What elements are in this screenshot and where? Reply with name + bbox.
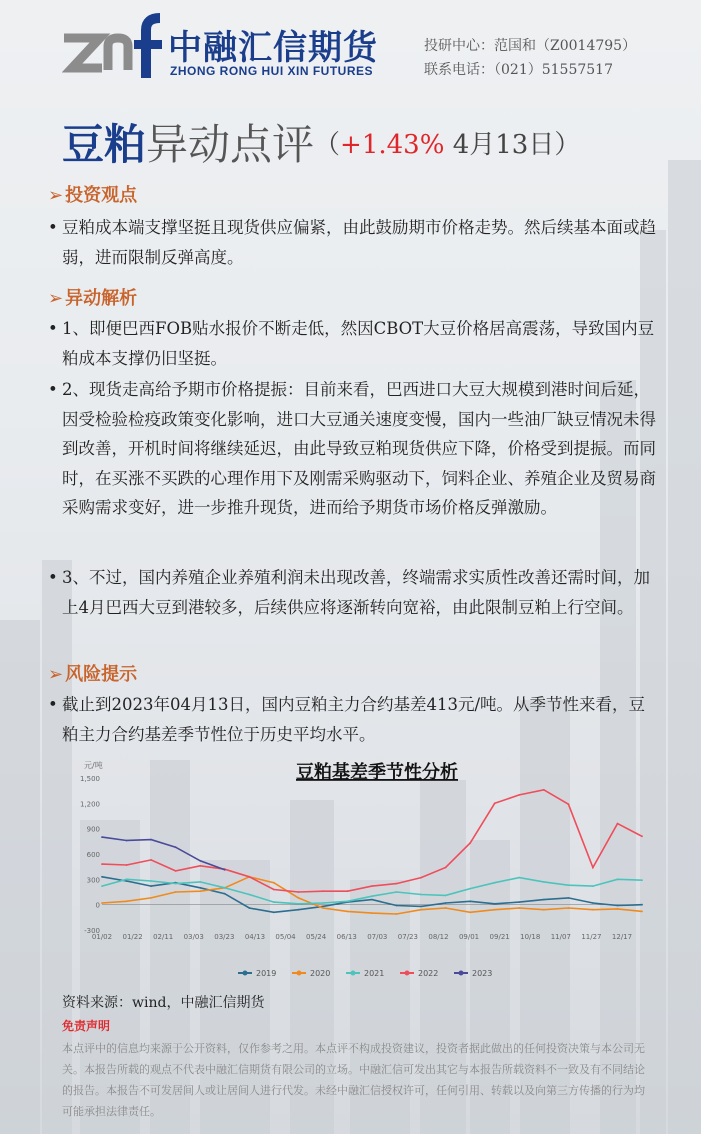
data-point-2021 bbox=[175, 883, 177, 885]
data-point-2022 bbox=[641, 835, 643, 837]
data-point-2022 bbox=[396, 883, 398, 885]
y-tick-label: 600 bbox=[86, 851, 100, 859]
data-point-2020 bbox=[420, 909, 422, 911]
legend-marker-2022 bbox=[405, 971, 410, 976]
data-point-2019 bbox=[396, 905, 398, 907]
data-point-2021 bbox=[248, 894, 250, 896]
data-point-2021 bbox=[568, 884, 570, 886]
logo-english: ZHONG RONG HUI XIN FUTURES bbox=[170, 64, 374, 78]
y-tick-label: 900 bbox=[86, 825, 100, 834]
x-tick-label: 05/04 bbox=[275, 933, 296, 941]
x-tick-label: 03/23 bbox=[214, 933, 235, 941]
y-tick-label: 1,200 bbox=[80, 800, 100, 809]
data-point-2020 bbox=[298, 897, 300, 899]
data-point-2022 bbox=[420, 877, 422, 879]
title-date: 4月13日） bbox=[444, 130, 581, 160]
data-point-2019 bbox=[494, 903, 496, 905]
chevron-right-icon: ➢ bbox=[48, 664, 64, 685]
data-point-2021 bbox=[126, 878, 128, 880]
data-point-2022 bbox=[518, 794, 520, 796]
legend-label-2021: 2021 bbox=[364, 969, 385, 978]
x-tick-label: 04/13 bbox=[244, 933, 266, 941]
legend-label-2019: 2019 bbox=[256, 969, 277, 978]
x-tick-label: 02/11 bbox=[153, 933, 174, 941]
data-point-2022 bbox=[592, 867, 594, 869]
data-point-2023 bbox=[150, 839, 152, 841]
bullet-analysis-1: • 1、即便巴西FOB贴水报价不断走低，然因CBOT大豆价格居高震荡，导致国内豆粕成本支撑仍旧坚挺。 bbox=[48, 319, 655, 368]
data-point-2021 bbox=[199, 881, 201, 883]
x-tick-label: 01/02 bbox=[91, 933, 113, 941]
data-point-2022 bbox=[150, 859, 152, 861]
data-point-2020 bbox=[150, 897, 152, 899]
data-point-2020 bbox=[518, 907, 520, 909]
data-point-2020 bbox=[568, 907, 570, 909]
data-point-2021 bbox=[543, 881, 545, 883]
data-point-2021 bbox=[420, 894, 422, 896]
data-source: 资料来源：wind，中融汇信期货 bbox=[62, 995, 265, 1011]
bullet-risk-1: • 截止到2023年04月13日，国内豆粕主力合约基差413元/吨。从季节性来看，豆粕主力合约基差季节性位于历史平均水平。 bbox=[48, 695, 646, 744]
data-point-2019 bbox=[543, 899, 545, 901]
data-point-2019 bbox=[617, 905, 619, 907]
data-point-2020 bbox=[273, 882, 275, 884]
x-tick-label: 07/23 bbox=[397, 933, 418, 941]
data-point-2020 bbox=[617, 908, 619, 910]
data-point-2019 bbox=[126, 880, 128, 882]
znf-logo-icon bbox=[62, 12, 162, 80]
data-point-2023 bbox=[224, 869, 226, 871]
data-point-2022 bbox=[371, 885, 373, 887]
data-point-2020 bbox=[592, 909, 594, 911]
data-point-2020 bbox=[199, 890, 201, 892]
chart-title: 豆粕基差季节性分析 bbox=[296, 762, 458, 783]
bullet-analysis-3: • 3、不过，国内养殖企业养殖利润未出现改善，终端需求实质性改善还需时间，加上4月巴西大豆到港较多，后续供应将逐渐转向宽裕，由此限制豆粕上行空间。 bbox=[48, 568, 650, 617]
data-point-2023 bbox=[101, 836, 103, 838]
x-tick-label: 05/24 bbox=[306, 933, 327, 941]
x-tick-label: 07/03 bbox=[367, 933, 388, 941]
data-point-2022 bbox=[175, 870, 177, 872]
y-tick-label: -300 bbox=[84, 927, 100, 935]
data-point-2022 bbox=[543, 789, 545, 791]
data-point-2022 bbox=[322, 890, 324, 892]
data-point-2019 bbox=[273, 911, 275, 913]
data-point-2020 bbox=[175, 891, 177, 893]
y-tick-label: 1,500 bbox=[80, 775, 100, 783]
series-line-2022 bbox=[102, 790, 642, 892]
data-point-2021 bbox=[518, 877, 520, 879]
series-line-2019 bbox=[102, 877, 642, 913]
data-point-2022 bbox=[617, 823, 619, 825]
data-point-2022 bbox=[568, 803, 570, 805]
x-tick-label: 06/13 bbox=[336, 933, 357, 941]
x-tick-label: 08/12 bbox=[428, 933, 449, 941]
data-point-2022 bbox=[494, 802, 496, 804]
data-point-2022 bbox=[445, 867, 447, 869]
data-point-2020 bbox=[322, 907, 324, 909]
legend-label-2022: 2022 bbox=[418, 969, 439, 978]
data-point-2020 bbox=[641, 911, 643, 913]
data-point-2021 bbox=[592, 885, 594, 887]
data-point-2021 bbox=[298, 903, 300, 905]
legend-marker-2023 bbox=[459, 971, 464, 976]
data-point-2021 bbox=[494, 882, 496, 884]
data-point-2020 bbox=[445, 907, 447, 909]
legend-marker-2021 bbox=[351, 971, 356, 976]
bullet-analysis-2: • 2、现货走高给予期市价格提振：目前来看，巴西进口大豆大规模到港时间后延，因受检验检疫政策变化影响，进口大豆通关速度变慢，国内一些油厂缺豆情况未得到改善，开机时间将继续延迟，由此导致豆粕现货供应下降，价格受到提振。而同时，在买涨不买跌的心理作用下及刚需采购驱动下，饲料企业、养殖企业及贸易商采购需求变好，进一步推升现货，进而给予期货市场价格反弹激励。 bbox=[48, 380, 656, 517]
data-point-2019 bbox=[420, 906, 422, 908]
data-point-2019 bbox=[371, 899, 373, 901]
contact-info bbox=[424, 34, 636, 82]
section-heading-view: ➢ 投资观点 bbox=[48, 185, 138, 206]
data-point-2021 bbox=[371, 895, 373, 897]
section-heading-risk: ➢ 风险提示 bbox=[48, 664, 138, 685]
data-point-2021 bbox=[445, 895, 447, 897]
data-point-2020 bbox=[347, 911, 349, 913]
page-title bbox=[62, 112, 580, 172]
data-point-2020 bbox=[101, 902, 103, 904]
x-tick-label: 10/18 bbox=[520, 933, 541, 941]
x-tick-label: 03/03 bbox=[183, 933, 204, 941]
y-tick-label: 0 bbox=[95, 901, 100, 910]
data-point-2019 bbox=[469, 900, 471, 902]
data-point-2020 bbox=[469, 911, 471, 913]
data-point-2023 bbox=[126, 840, 128, 842]
legend-label-2023: 2023 bbox=[472, 969, 493, 978]
title-paren: （ bbox=[314, 130, 341, 160]
data-point-2019 bbox=[101, 876, 103, 878]
data-point-2019 bbox=[568, 897, 570, 899]
chevron-right-icon: ➢ bbox=[48, 185, 64, 206]
data-point-2022 bbox=[347, 890, 349, 892]
data-point-2022 bbox=[248, 876, 250, 878]
legend-marker-2020 bbox=[297, 971, 302, 976]
data-point-2022 bbox=[126, 864, 128, 866]
disclaimer-text: 本点评中的信息均来源于公开资料，仅作参考之用。本点评不构成投资建议，投资者据此做出的任何投资决策与本公司无关。本报告所载的观点不代表中融汇信期货有限公司的立场。中融汇信可发出其它与本报告所载资料不一致及有不同结论的报告。本报告不可发居间人或让居间人进行代发。未经中融汇信授权许可，任何引用、转载以及向第三方传播的行为均可能承担法律责任。 bbox=[62, 1042, 645, 1118]
title-change: +1.43% bbox=[340, 130, 445, 160]
legend-marker-2019 bbox=[243, 971, 248, 976]
y-tick-label: 300 bbox=[86, 876, 100, 885]
data-point-2022 bbox=[101, 863, 103, 865]
data-point-2022 bbox=[469, 842, 471, 844]
data-point-2019 bbox=[298, 909, 300, 911]
data-point-2020 bbox=[494, 909, 496, 911]
data-point-2019 bbox=[518, 901, 520, 903]
y-axis-label: 元/吨 bbox=[84, 761, 103, 770]
data-point-2020 bbox=[543, 909, 545, 911]
x-tick-label: 09/01 bbox=[458, 933, 480, 941]
data-point-2021 bbox=[641, 879, 643, 881]
data-point-2023 bbox=[199, 860, 201, 862]
section-heading-analysis: ➢ 异动解析 bbox=[48, 288, 138, 309]
data-point-2021 bbox=[150, 880, 152, 882]
data-point-2019 bbox=[199, 887, 201, 889]
bullet-view-1: • 豆粕成本端支撑坚挺且现货供应偏紧，由此鼓励期市价格走势。然后续基本面或趋弱，进而限制反弹高度。 bbox=[48, 218, 656, 267]
data-point-2021 bbox=[617, 878, 619, 880]
logo-chinese: 中融汇信期货 bbox=[168, 28, 378, 68]
data-point-2021 bbox=[469, 888, 471, 890]
x-tick-label: 12/17 bbox=[611, 933, 633, 941]
x-tick-label: 11/27 bbox=[581, 933, 602, 941]
x-tick-label: 01/22 bbox=[122, 933, 143, 941]
data-point-2022 bbox=[298, 891, 300, 893]
chevron-right-icon: ➢ bbox=[48, 288, 64, 309]
data-point-2023 bbox=[175, 846, 177, 848]
data-point-2019 bbox=[248, 907, 250, 909]
x-tick-label: 11/07 bbox=[550, 933, 571, 941]
data-point-2019 bbox=[641, 904, 643, 906]
data-point-2021 bbox=[322, 902, 324, 904]
researcher-line: 投研中心：范国和（Z0014795） bbox=[424, 38, 637, 54]
data-point-2019 bbox=[592, 902, 594, 904]
data-point-2021 bbox=[347, 900, 349, 902]
disclaimer-heading: 免责声明 bbox=[62, 1019, 111, 1033]
data-point-2021 bbox=[101, 885, 103, 887]
data-point-2020 bbox=[396, 913, 398, 915]
phone-line: 联系电话：（021）51557517 bbox=[424, 62, 613, 78]
data-point-2021 bbox=[396, 891, 398, 893]
data-point-2020 bbox=[371, 912, 373, 914]
data-point-2021 bbox=[273, 901, 275, 903]
data-point-2019 bbox=[224, 893, 226, 895]
data-point-2021 bbox=[224, 887, 226, 889]
legend-label-2020: 2020 bbox=[310, 969, 331, 978]
title-product: 豆粕 bbox=[62, 120, 147, 169]
x-tick-label: 09/21 bbox=[489, 933, 510, 941]
data-point-2022 bbox=[273, 889, 275, 891]
basis-seasonality-chart bbox=[80, 754, 650, 986]
title-kind: 异动点评 bbox=[146, 120, 315, 169]
data-point-2022 bbox=[199, 865, 201, 867]
data-point-2020 bbox=[126, 900, 128, 902]
data-point-2019 bbox=[445, 902, 447, 904]
data-point-2019 bbox=[150, 885, 152, 887]
